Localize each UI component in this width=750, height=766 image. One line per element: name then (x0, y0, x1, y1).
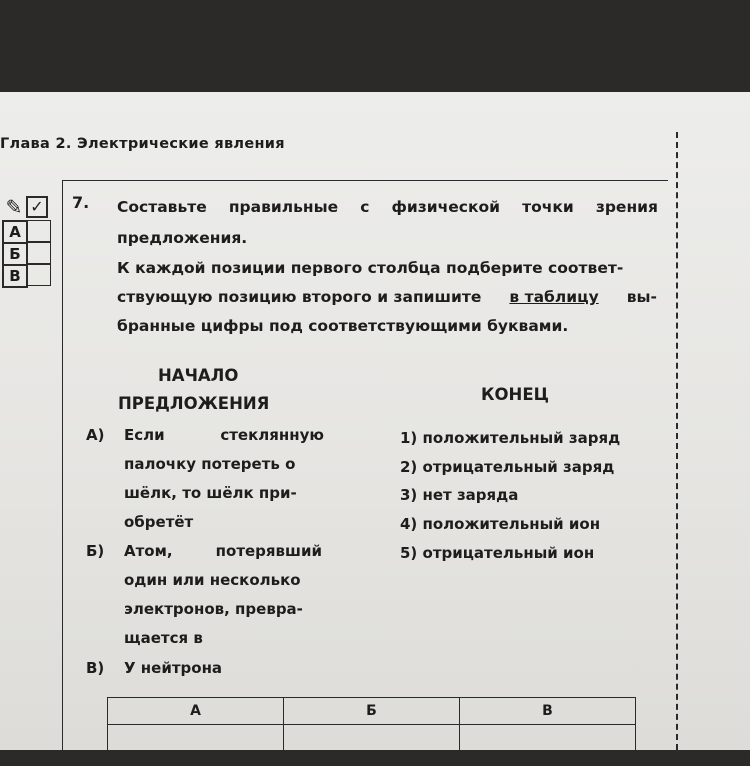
self-check-row-v (2, 264, 54, 286)
self-check-header (2, 194, 54, 220)
ending-option: 5) отрицательный ион (400, 544, 595, 562)
answer-table-value-row (108, 725, 636, 766)
word: правильные (228, 198, 339, 216)
mark-checkbox[interactable] (28, 264, 51, 286)
word: с (360, 198, 370, 216)
textbook-page (0, 92, 750, 750)
pencil-icon: ✎ (5, 195, 23, 219)
mark-label: А (2, 220, 28, 244)
answer-cell-v[interactable] (460, 725, 636, 766)
answer-header-cell: А (108, 698, 284, 725)
word: Составьте (117, 198, 207, 216)
task-line-4-text: ствующую позицию второго и запишите (117, 288, 482, 306)
ending-option: 2) отрицательный заряд (400, 458, 615, 476)
item-a-line: Если стеклянную (124, 426, 324, 444)
self-check-row-a (2, 220, 54, 242)
word: точки (522, 198, 574, 216)
answer-header-cell: Б (284, 698, 460, 725)
mark-checkbox[interactable] (28, 220, 51, 242)
task-line-4-end: вы- (626, 288, 657, 306)
cut-line (676, 132, 678, 750)
task-line-5: бранные цифры под соответствующими буквами. (117, 317, 569, 335)
chapter-header: Глава 2. Электрические явления (0, 136, 285, 152)
task-line-1 (117, 193, 658, 222)
answer-table-header-row (108, 698, 636, 725)
task-number: 7. (72, 193, 90, 212)
word: зрения (595, 198, 658, 216)
task-line-2: предложения. (117, 229, 248, 247)
mark-checkbox[interactable] (28, 242, 51, 264)
task-line-4 (117, 283, 657, 312)
answer-header-cell: В (460, 698, 636, 725)
item-b-line: электронов, превра- (124, 600, 303, 618)
task-line-3: К каждой позиции первого столбца подберите соответ- (117, 259, 624, 277)
word: физической (391, 198, 501, 216)
mark-label: Б (2, 242, 28, 266)
self-check-marks (2, 194, 54, 286)
item-a-line: обретёт (124, 513, 194, 531)
answer-cell-b[interactable] (284, 725, 460, 766)
right-column-heading: КОНЕЦ (481, 385, 549, 404)
left-column-heading-2: ПРЕДЛОЖЕНИЯ (118, 394, 270, 413)
left-column-heading-1: НАЧАЛО (158, 366, 239, 385)
ending-option: 4) положительный ион (400, 515, 601, 533)
item-a-line: шёлк, то шёлк при- (124, 484, 297, 502)
margin-rule (62, 180, 63, 750)
ending-option: 1) положительный заряд (400, 429, 621, 447)
self-check-row-b (2, 242, 54, 264)
mark-label: В (2, 264, 28, 288)
ending-option: 3) нет заряда (400, 486, 519, 504)
item-b-line: Атом, потерявший (124, 542, 322, 560)
item-b-line: один или несколько (124, 571, 301, 589)
item-a-line: палочку потереть о (124, 455, 296, 473)
answer-table (107, 697, 636, 766)
item-v-line: У нейтрона (124, 659, 223, 677)
item-marker-b: Б) (86, 542, 105, 560)
item-b-line: щается в (124, 629, 203, 647)
table-reference-link: в таблицу (509, 288, 599, 306)
check-icon: ✓ (26, 196, 48, 218)
item-marker-v: В) (86, 659, 105, 677)
item-marker-a: А) (86, 426, 105, 444)
header-rule (62, 180, 668, 181)
answer-cell-a[interactable] (108, 725, 284, 766)
